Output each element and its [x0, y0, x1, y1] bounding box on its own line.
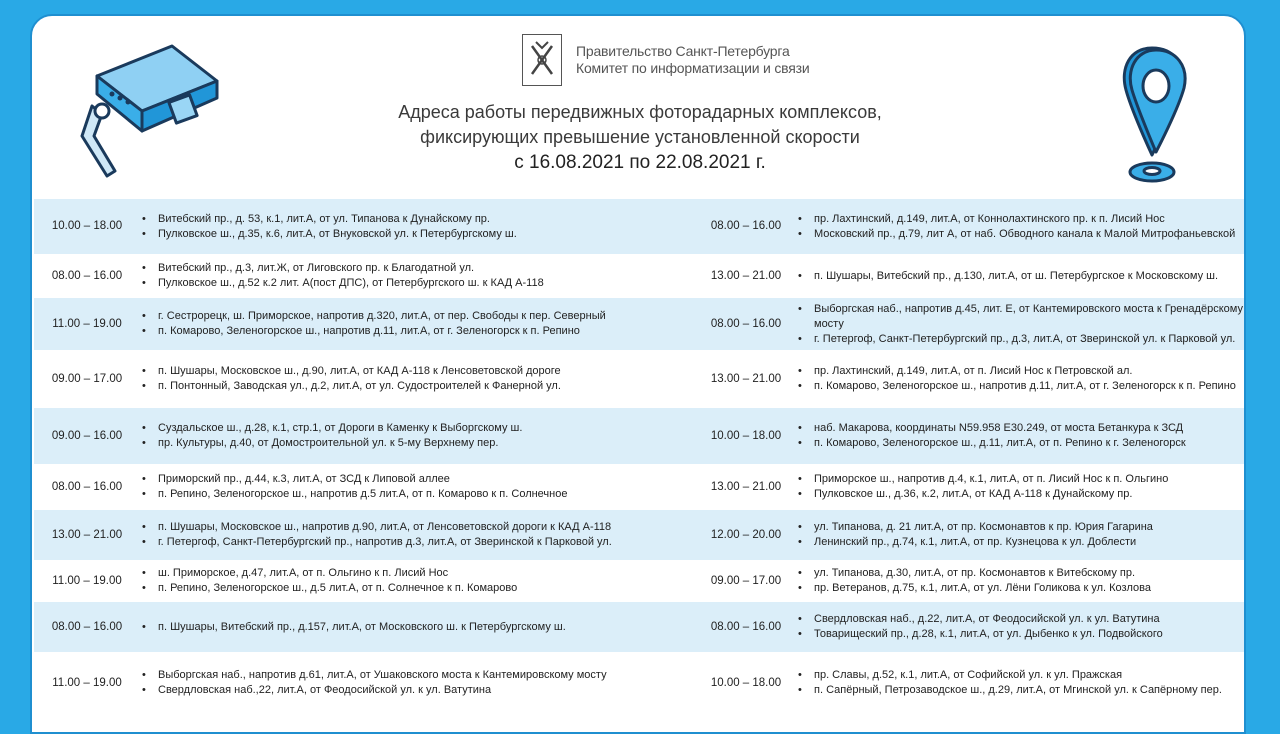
table-row [34, 653, 1246, 713]
address-item: • п. Понтонный, Заводская ул., д.2, лит.А, от ул. Судостроителей к Фанерной ул. [158, 379, 696, 394]
time-cell: 12.00 – 20.00 [696, 509, 796, 561]
address-item: • Пулковское ш., д.35, к.6, лит.А, от Внуковской ул. к Петербургскому ш. [158, 227, 696, 242]
address-item: • Пулковское ш., д.52 к.2 лит. А(пост ДПС), от Петербургского ш. к КАД А-118 [158, 276, 696, 291]
time-cell: 08.00 – 16.00 [696, 601, 796, 653]
address-item: • п. Шушары, Московское ш., д.90, лит.А, от КАД А-118 к Ленсоветовской дороге [158, 364, 696, 379]
time-cell: 13.00 – 21.00 [34, 509, 140, 561]
time-cell: 09.00 – 17.00 [51, 372, 123, 385]
address-item: • г. Петергоф, Санкт-Петербургский пр., напротив д.3, лит.А, от Зверинской к Парковой ул. [158, 535, 696, 550]
address-item: • Выборгская наб., напротив д.61, лит.А, от Ушаковского моста к Кантемировскому мосту [158, 668, 696, 683]
address-item: • г. Сестрорецк, ш. Приморское, напротив д.320, лит.А, от пер. Свободы к пер. Северный [158, 309, 696, 324]
table-row [34, 601, 1246, 653]
address-item: • п. Репино, Зеленогорское ш., напротив д.5 лит.А, от п. Комарово к п. Солнечное [158, 487, 696, 502]
title-line-1: Адреса работы передвижных фоторадарных комплексов, [398, 102, 882, 122]
location-pin-icon [1112, 40, 1202, 190]
table-row [34, 407, 1246, 465]
address-item: • ш. Приморское, д.47, лит.А, от п. Ольгино к п. Лисий Нос [158, 566, 696, 581]
address-item: • Суздальское ш., д.28, к.1, стр.1, от Дороги в Каменку к Выборгскому ш. [158, 421, 696, 436]
address-item: • Витебский пр., д. 53, к.1, лит.А, от ул. Типанова к Дунайскому пр. [158, 212, 696, 227]
address-item: • ул. Типанова, д. 21 лит.А, от пр. Космонавтов к пр. Юрия Гагарина [814, 520, 1246, 535]
address-item: • Приморский пр., д.44, к.3, лит.А, от ЗСД к Липовой аллее [158, 472, 696, 487]
address-item: • Свердловская наб.,22, лит.А, от Феодосийской ул. к ул. Ватутина [158, 683, 696, 698]
title-dates: с 16.08.2021 по 22.08.2021 г. [514, 152, 766, 173]
address-item: • Ленинский пр., д.74, к.1, лит.А, от пр. Кузнецова к ул. Доблести [814, 535, 1246, 550]
time-cell: 09.00 – 16.00 [34, 407, 140, 465]
address-item: • п. Сапёрный, Петрозаводское ш., д.29, лит.А, от Мгинской ул. к Сапёрному пер. [814, 683, 1246, 698]
address-item: • пр. Культуры, д.40, от Домостроительной ул. к 5-му Верхнему пер. [158, 436, 696, 451]
time-cell: 08.00 – 16.00 [51, 480, 123, 493]
table-row [34, 465, 1246, 509]
page-title [32, 100, 1246, 175]
time-cell: 08.00 – 16.00 [696, 199, 796, 255]
time-cell: 13.00 – 21.00 [710, 269, 782, 282]
address-item: • п. Шушары, Витебский пр., д.130, лит.А, от ш. Петербургское к Московскому ш. [814, 269, 1246, 284]
address-item: • п. Шушары, Московское ш., напротив д.90, лит.А, от Ленсоветовской дороги к КАД А-118 [158, 520, 696, 535]
address-item: • Витебский пр., д.3, лит.Ж, от Лиговского пр. к Благодатной ул. [158, 261, 696, 276]
address-item: • п. Комарово, Зеленогорское ш., д.11, лит.А, от п. Репино к г. Зеленогорск [814, 436, 1246, 451]
time-cell: 13.00 – 21.00 [710, 480, 782, 493]
document-card [30, 14, 1246, 734]
government-logo-block [522, 30, 809, 90]
table-row [34, 351, 1246, 407]
header [32, 16, 1246, 200]
time-cell: 08.00 – 16.00 [51, 269, 123, 282]
schedule-table [34, 199, 1246, 714]
address-item: • п. Комарово, Зеленогорское ш., напротив д.11, лит.А, от г. Зеленогорск к п. Репино [158, 324, 696, 339]
address-item: • Пулковское ш., д.36, к.2, лит.А, от КАД А-118 к Дунайскому пр. [814, 487, 1246, 502]
address-item: • п. Репино, Зеленогорское ш., д.5 лит.А, от п. Солнечное к п. Комарово [158, 581, 696, 596]
time-cell: 10.00 – 18.00 [696, 407, 796, 465]
address-item: • г. Петергоф, Санкт-Петербургский пр., д.3, лит.А, от Зверинской ул. к Парковой ул. [814, 332, 1246, 347]
address-item: • Выборгская наб., напротив д.45, лит. Е, от Кантемировского моста к Гренадёрскому мосту [814, 302, 1246, 332]
committee-name: Комитет по информатизации и связи [576, 60, 810, 76]
time-cell: 11.00 – 19.00 [52, 676, 122, 689]
time-cell: 10.00 – 18.00 [34, 199, 140, 255]
table-row [34, 509, 1246, 561]
address-item: • наб. Макарова, координаты N59.958 E30.249, от моста Бетанкура к ЗСД [814, 421, 1246, 436]
spb-emblem-icon [522, 34, 562, 86]
address-item: • Свердловская наб., д.22, лит.А, от Феодосийской ул. к ул. Ватутина [814, 612, 1246, 627]
address-item: • пр. Лахтинский, д.149, лит.А, от п. Лисий Нос к Петровской ал. [814, 364, 1246, 379]
table-row [34, 199, 1246, 255]
time-cell: 10.00 – 18.00 [710, 676, 782, 689]
address-item: • пр. Славы, д.52, к.1, лит.А, от Софийской ул. к ул. Пражская [814, 668, 1246, 683]
gov-name: Правительство Санкт-Петербурга [576, 43, 790, 59]
table-row [34, 255, 1246, 297]
address-item: • п. Комарово, Зеленогорское ш., напротив д.11, лит.А, от г. Зеленогорск к п. Репино [814, 379, 1246, 394]
address-item: • пр. Лахтинский, д.149, лит.А, от Коннолахтинского пр. к п. Лисий Нос [814, 212, 1246, 227]
time-cell: 08.00 – 16.00 [34, 601, 140, 653]
address-item: • пр. Ветеранов, д.75, к.1, лит.А, от ул. Лёни Голикова к ул. Козлова [814, 581, 1246, 596]
time-cell: 08.00 – 16.00 [696, 297, 796, 351]
time-cell: 11.00 – 19.00 [34, 297, 140, 351]
title-line-2: фиксирующих превышение установленной скорости [420, 127, 860, 147]
address-item: • ул. Типанова, д.30, лит.А, от пр. Космонавтов к Витебскому пр. [814, 566, 1246, 581]
address-item: • п. Шушары, Витебский пр., д.157, лит.А, от Московского ш. к Петербургскому ш. [158, 620, 696, 635]
time-cell: 09.00 – 17.00 [710, 574, 782, 587]
address-item: • Московский пр., д.79, лит А, от наб. Обводного канала к Малой Митрофаньевской [814, 227, 1246, 242]
address-item: • Товарищеский пр., д.28, к.1, лит.А, от ул. Дыбенко к ул. Подвойского [814, 627, 1246, 642]
address-item: • Приморское ш., напротив д.4, к.1, лит.А, от п. Лисий Нос к п. Ольгино [814, 472, 1246, 487]
table-row [34, 297, 1246, 351]
time-cell: 13.00 – 21.00 [710, 372, 782, 385]
table-row [34, 561, 1246, 601]
time-cell: 11.00 – 19.00 [52, 574, 122, 587]
